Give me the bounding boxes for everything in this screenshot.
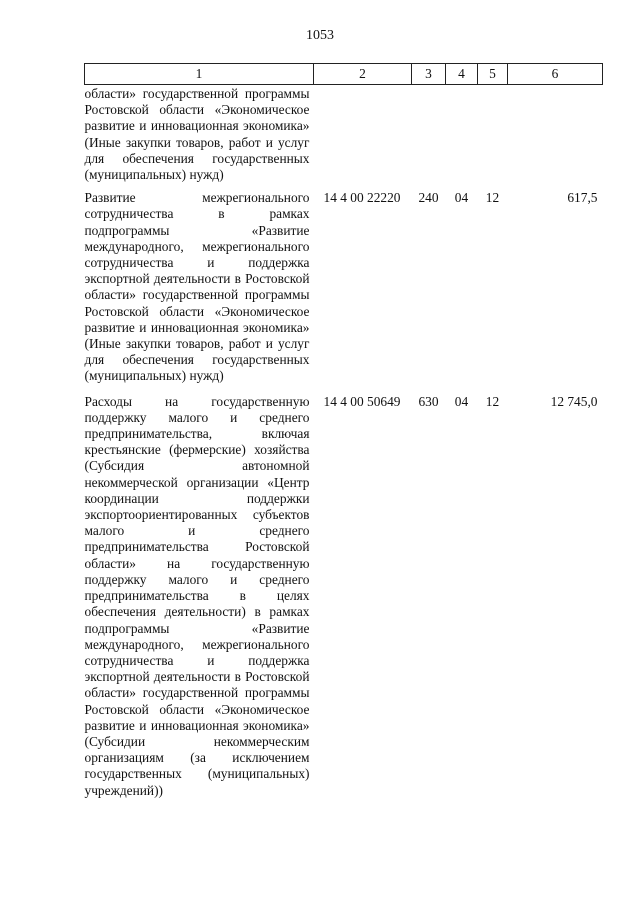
row-section: 04 [454, 393, 469, 409]
row-target-code [314, 85, 412, 191]
row-subsection: 12 [485, 393, 500, 409]
row-expense-type: 630 [418, 393, 439, 409]
row-subsection [478, 85, 508, 191]
row-sum [508, 85, 603, 191]
row-sum: 617,5 [567, 190, 598, 206]
row-expense-type [412, 85, 446, 191]
column-header-6: 6 [508, 64, 603, 85]
row-target-code: 14 4 00 50649 [323, 393, 401, 409]
table-row [85, 392, 603, 799]
column-header-2: 2 [314, 64, 412, 85]
column-header-4: 4 [446, 64, 478, 85]
budget-table [84, 63, 603, 799]
row-subsection: 12 [485, 190, 500, 206]
row-section [446, 85, 478, 191]
row-expense-type: 240 [418, 190, 439, 206]
row-sum: 12 745,0 [550, 393, 598, 409]
table-row [85, 85, 603, 191]
row-description: Развитие межрегионального сотрудничества в рамках подпрограммы «Развитие международного, межрегионального сотрудничества и поддержка экспортной деятельности в Ростовской области» государственной программы Ростовской области «Экономическое развитие и инновационная экономика» (Иные закупки товаров, работ и услуг для обеспечения государственных (муниципальных) нужд) [84, 190, 310, 384]
row-target-code: 14 4 00 22220 [323, 190, 401, 206]
column-header-3: 3 [412, 64, 446, 85]
row-section: 04 [454, 190, 469, 206]
column-header-5: 5 [478, 64, 508, 85]
table-header-row [85, 64, 603, 85]
row-description: Расходы на государственную поддержку малого и среднего предпринимательства, включая крестьянские (фермерские) хозяйства (Субсидия автономной некоммерческой организации «Центр координации поддержки экспортоориентированных субъектов малого и среднего предпринимательства Ростовской области» на государственную поддержку малого и среднего предпринимательства в целях обеспечения деятельности) в рамках подпрограммы «Развитие международного, межрегионального сотрудничества и поддержка экспортной деятельности в Ростовской области» государственной программы Ростовской области «Экономическое развитие и инновационная экономика» (Субсидии некоммерческим организациям (за исключением государственных (муниципальных) учреждений)) [84, 393, 310, 798]
column-header-1: 1 [85, 64, 314, 85]
table-row [85, 190, 603, 391]
page-number: 1053 [306, 28, 334, 43]
row-description: области» государственной программы Ростовской области «Экономическое развитие и инновационная экономика» (Иные закупки товаров, работ и услуг для обеспечения государственных (муниципальных) нужд) [84, 86, 310, 183]
